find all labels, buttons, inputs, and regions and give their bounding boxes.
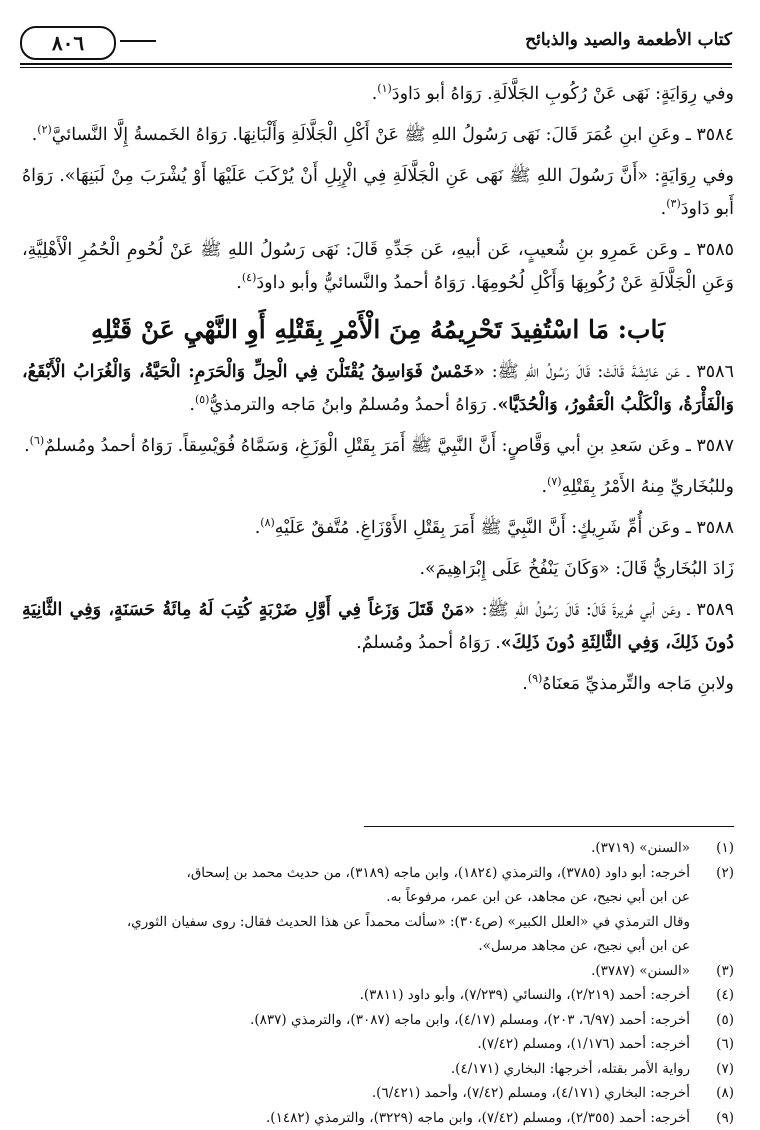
paragraph-riwaya-1: وفي رِوَايَةٍ: نَهَى عَنْ رُكُوبِ الجَلَّالَةِ. رَوَاهُ أبو دَاودَ$^{(١)}$. bbox=[22, 78, 734, 111]
footnote-text bbox=[22, 1106, 690, 1130]
paragraph-text: وفي رِوَايَةٍ: «أَنَّ رَسُولَ اللهِ ﷺ نَهَى عَنِ الْجَلَّالَةِ فِي الْإِبِلِ أَنْ يُرْكَبَ عَلَيْهَا أَوْ يُشْرَبَ مِنْ لَبَنِهَا». رَوَاهُ أَبو دَاودَ bbox=[22, 166, 734, 219]
paragraph-bukhari-addition bbox=[22, 553, 734, 586]
hadith-text: ـ وعَن أُمِّ شَرِيكٍ: أَنَّ النَّبِيَّ ﷺ أَمَرَ بِقَتْلِ الأَوْزَاغِ. مُتَّفقٌ عَلَيْهِ bbox=[275, 518, 697, 538]
footnote-line: وقال الترمذي في «العلل الكبير» (ص٣٠٤): «سألت محمداً عن هذا الحديث فقال: روى سفيان الثوري، bbox=[22, 910, 690, 935]
hadith-3586: ٣٥٨٦ ـ عَن عَائِشَةَ قَالَتْ: قَالَ رَسُولُ اللهِ ﷺ: «خَمْسٌ فَوَاسِقُ يُقْتَلْنَ فِي الْحِلِّ وَالْحَرَمِ: الْحَيَّةُ، وَالْغُرَابُ الْأَبْقَعُ، وَالْفَأْرَةُ، وَالْكَلْبُ الْعَقُورُ، وَالْحُدَيَّا». رَوَاهُ أحمدُ ومُسلمٌ وابنُ مَاجه والترمذيُّ$^{(٥)}$. bbox=[22, 356, 734, 422]
footnote-text bbox=[22, 983, 690, 1008]
footnote-ref: (٢) bbox=[37, 123, 52, 136]
hadith-3589 bbox=[22, 594, 734, 660]
footnote-5 bbox=[22, 1008, 734, 1033]
footnote-ref: (٥) bbox=[195, 393, 210, 406]
footnote-line: أخرجه: أحمد (٢/٢١٩)، والنسائي (٧/٢٣٩)، وأبو داود (٣٨١١). bbox=[360, 987, 690, 1003]
hadith-3588: ٣٥٨٨ ـ وعَن أُمِّ شَرِيكٍ: أَنَّ النَّبِيَّ ﷺ أَمَرَ بِقَتْلِ الأَوْزَاغِ. مُتَّفقٌ عَلَيْهِ$^{(٨)}$. bbox=[22, 512, 734, 545]
hadith-number: ٣٥٨٧ bbox=[696, 436, 734, 456]
footnote-rule bbox=[364, 826, 734, 827]
footnote-mark: (٥) bbox=[690, 1008, 734, 1033]
footnote-1 bbox=[22, 836, 734, 861]
page-number: ٨٠٦ bbox=[20, 26, 116, 60]
hadith-number: ٣٥٨٥ bbox=[696, 240, 734, 260]
footnote-line: أخرجه: أبو داود (٣٧٨٥)، والترمذي (١٨٢٤)، وابن ماجه (٣١٨٩)، من حديث محمد بن إسحاق، bbox=[22, 861, 690, 886]
main-text bbox=[22, 78, 734, 709]
footnote-line: عن ابن أبي نجيح، عن مجاهد مرسل». bbox=[22, 934, 690, 959]
footnote-8 bbox=[22, 1081, 734, 1106]
footnote-ref: (٦) bbox=[30, 434, 45, 447]
footnote-mark: (٣) bbox=[690, 959, 734, 984]
footnote-line: أخرجه: أحمد (٢/٣٥٥)، ومسلم (٧/٤٢)، وابن ماجه (٣٢٢٩)، والترمذي (١٤٨٢). bbox=[266, 1110, 690, 1126]
hadith-text: ـ عَن عَائِشَةَ قَالَتْ: قَالَ رَسُولُ اللهِ ﷺ: bbox=[485, 362, 697, 382]
footnote-text bbox=[22, 1081, 690, 1106]
footnote-ref: (٩) bbox=[528, 672, 543, 685]
footnote-line: أخرجه: أحمد (١/١٧٦)، ومسلم (٧/٤٢). bbox=[477, 1036, 690, 1052]
paragraph-text: ولابنِ مَاجه والتِّرمذيِّ مَعنَاهُ bbox=[542, 674, 734, 694]
footnote-text bbox=[22, 836, 690, 861]
footnote-mark: (٢) bbox=[690, 861, 734, 959]
footnote-4 bbox=[22, 983, 734, 1008]
footnote-mark: (٨) bbox=[690, 1081, 734, 1106]
hadith-3585: ٣٥٨٥ ـ وعَن عَمرِو بنِ شُعيبٍ، عَن أبيهِ، عَن جَدِّهِ قَالَ: نَهَى رَسُولُ اللهِ ﷺ عَنْ لُحُومِ الْحُمُرِ الْأَهْلِيَّةِ، وَعَنِ الْجَلَّالَةِ عَنْ رُكُوبِهَا وَأَكْلِ لُحُومِهَا. رَوَاهُ أحمدُ والنَّسائيُّ وأبو داودَ$^{(٤)}$. bbox=[22, 234, 734, 300]
footnote-ref: (٧) bbox=[547, 475, 562, 488]
paragraph-text: وللبُخَاريِّ مِنهُ الأَمْرُ بِقَتْلِهِ bbox=[562, 477, 734, 497]
footnote-mark: (١) bbox=[690, 836, 734, 861]
footnote-2 bbox=[22, 861, 734, 959]
footnote-text bbox=[22, 1057, 690, 1082]
hadith-text: ـ وعَنِ ابنِ عُمَرَ قَالَ: نَهَى رَسُولُ اللهِ ﷺ عَنْ أَكْلِ الْجَلَّالَةِ وَأَلْبَانِهَا. رَوَاهُ الخَمسةُ إِلَّا النَّسائيَّ bbox=[52, 125, 697, 145]
hadith-3584: ٣٥٨٤ ـ وعَنِ ابنِ عُمَرَ قَالَ: نَهَى رَسُولُ اللهِ ﷺ عَنْ أَكْلِ الْجَلَّالَةِ وَأَلْبَانِهَا. رَوَاهُ الخَمسةُ إِلَّا النَّسائيَّ$^{(٢)}$. bbox=[22, 119, 734, 152]
footnote-line: «السنن» (٣٧١٩). bbox=[591, 840, 690, 856]
header-rule bbox=[20, 63, 732, 68]
hadith-number: ٣٥٨٩ bbox=[696, 600, 734, 620]
hadith-source: . رَوَاهُ أحمدُ ومُسلمٌ وابنُ مَاجه والترمذيُّ bbox=[209, 395, 497, 415]
hadith-number: ٣٥٨٤ bbox=[696, 125, 734, 145]
footnote-text bbox=[22, 1032, 690, 1057]
hadith-quote: «خَمْسٌ فَوَاسِقُ يُقْتَلْنَ فِي الْحِلِّ وَالْحَرَمِ: الْحَيَّةُ، وَالْغُرَابُ الْأَبْقَعُ، وَالْفَأْرَةُ، وَالْكَلْبُ الْعَقُورُ، وَالْحُدَيَّا» bbox=[22, 362, 734, 415]
footnote-7 bbox=[22, 1057, 734, 1082]
hadith-quote: «مَنْ قَتَلَ وَزَغاً فِي أَوَّلِ ضَرْبَةٍ كُتِبَ لَهُ مِائَةُ حَسَنَةٍ، وَفِي الثَّانِيَةِ دُونَ ذَلِكَ، وَفِي الثَّالِثَةِ دُونَ ذَلِكَ» bbox=[22, 600, 734, 653]
footnote-6 bbox=[22, 1032, 734, 1057]
footnote-mark: (٧) bbox=[690, 1057, 734, 1082]
footnote-mark: (٤) bbox=[690, 983, 734, 1008]
chapter-title: بَاب: مَا اسْتُفِيدَ تَحْرِيمُهُ مِنَ الْأَمْرِ بِقَتْلِهِ أَوِ النَّهْيِ عَنْ قَتْلِهِ bbox=[22, 310, 734, 350]
book-title: كتاب الأطعمة والصيد والذبائح bbox=[525, 30, 732, 50]
footnote-line: «السنن» (٣٧٨٧). bbox=[591, 963, 690, 979]
hadith-number: ٣٥٨٦ bbox=[696, 362, 734, 382]
footnotes bbox=[22, 836, 734, 1130]
footnote-mark: (٦) bbox=[690, 1032, 734, 1057]
paragraph-ibn-majah: ولابنِ مَاجه والتِّرمذيِّ مَعنَاهُ$^{(٩)}$. bbox=[22, 668, 734, 701]
hadith-source: . رَوَاهُ أحمدُ ومُسلمٌ. bbox=[356, 633, 501, 653]
paragraph-riwaya-2: وفي رِوَايَةٍ: «أَنَّ رَسُولَ اللهِ ﷺ نَهَى عَنِ الْجَلَّالَةِ فِي الْإِبِلِ أَنْ يُرْكَبَ عَلَيْهَا أَوْ يُشْرَبَ مِنْ لَبَنِهَا». رَوَاهُ أَبو دَاودَ$^{(٣)}$. bbox=[22, 160, 734, 226]
hadith-number: ٣٥٨٨ bbox=[696, 518, 734, 538]
footnote-text bbox=[22, 861, 690, 959]
footnote-line: أخرجه: أحمد (٦/٩٧، ٢٠٣)، ومسلم (٤/١٧)، وابن ماجه (٣٠٨٧)، والترمذي (٨٣٧). bbox=[250, 1012, 690, 1028]
hadith-3587: ٣٥٨٧ ـ وعَن سَعدِ بنِ أبي وَقَّاصٍ: أَنَّ النَّبِيَّ ﷺ أَمَرَ بِقَتْلِ الْوَزَغِ، وَسَمَّاهُ فُوَيْسِقاً. رَوَاهُ أحمدُ ومُسلمٌ$^{(٦)}$. bbox=[22, 430, 734, 463]
paragraph-text: زَادَ البُخَاريُّ قَالَ: «وَكَانَ يَنْفُخُ عَلَى إِبْرَاهِيمَ». bbox=[419, 559, 734, 579]
hadith-text: ـ وعَن سَعدِ بنِ أبي وَقَّاصٍ: أَنَّ النَّبِيَّ ﷺ أَمَرَ بِقَتْلِ الْوَزَغِ، وَسَمَّاهُ فُوَيْسِقاً. رَوَاهُ أحمدُ ومُسلمٌ bbox=[44, 436, 696, 456]
paragraph-bukhari: وللبُخَاريِّ مِنهُ الأَمْرُ بِقَتْلِهِ$^{(٧)}$. bbox=[22, 471, 734, 504]
header-dash bbox=[120, 40, 156, 42]
paragraph-text: وفي رِوَايَةٍ: نَهَى عَنْ رُكُوبِ الجَلَّالَةِ. رَوَاهُ أبو دَاودَ bbox=[392, 84, 734, 104]
footnote-line: أخرجه: البخاري (٤/١٧١)، ومسلم (٧/٤٢)، وأحمد (٦/٤٢١). bbox=[372, 1085, 690, 1101]
footnote-text bbox=[22, 959, 690, 984]
footnote-mark: (٩) bbox=[690, 1106, 734, 1130]
footnote-text bbox=[22, 1008, 690, 1033]
footnote-ref: (٨) bbox=[260, 516, 275, 529]
footnote-ref: (١) bbox=[377, 82, 392, 95]
footnote-line: رواية الأمر بقتله، أخرجها: البخاري (٤/١٧١). bbox=[451, 1061, 690, 1077]
page-header bbox=[20, 22, 732, 68]
footnote-line: عن ابن أبي نجيح، عن مجاهد، عن ابن عمر، مرفوعاً به. bbox=[22, 885, 690, 910]
hadith-text: ـ وعَن أبي هُريرةَ قَالَ: قَالَ رَسُولُ اللهِ ﷺ: bbox=[475, 600, 697, 620]
footnote-ref: (٣) bbox=[666, 197, 681, 210]
footnote-9 bbox=[22, 1106, 734, 1130]
footnote-ref: (٤) bbox=[242, 271, 257, 284]
footnote-3 bbox=[22, 959, 734, 984]
hadith-text: ـ وعَن عَمرِو بنِ شُعيبٍ، عَن أبيهِ، عَن جَدِّهِ قَالَ: نَهَى رَسُولُ اللهِ ﷺ عَنْ لُحُومِ الْحُمُرِ الْأَهْلِيَّةِ، وَعَنِ الْجَلَّالَةِ عَنْ رُكُوبِهَا وَأَكْلِ لُحُومِهَا. رَوَاهُ أحمدُ والنَّسائيُّ وأبو داودَ bbox=[22, 240, 734, 293]
